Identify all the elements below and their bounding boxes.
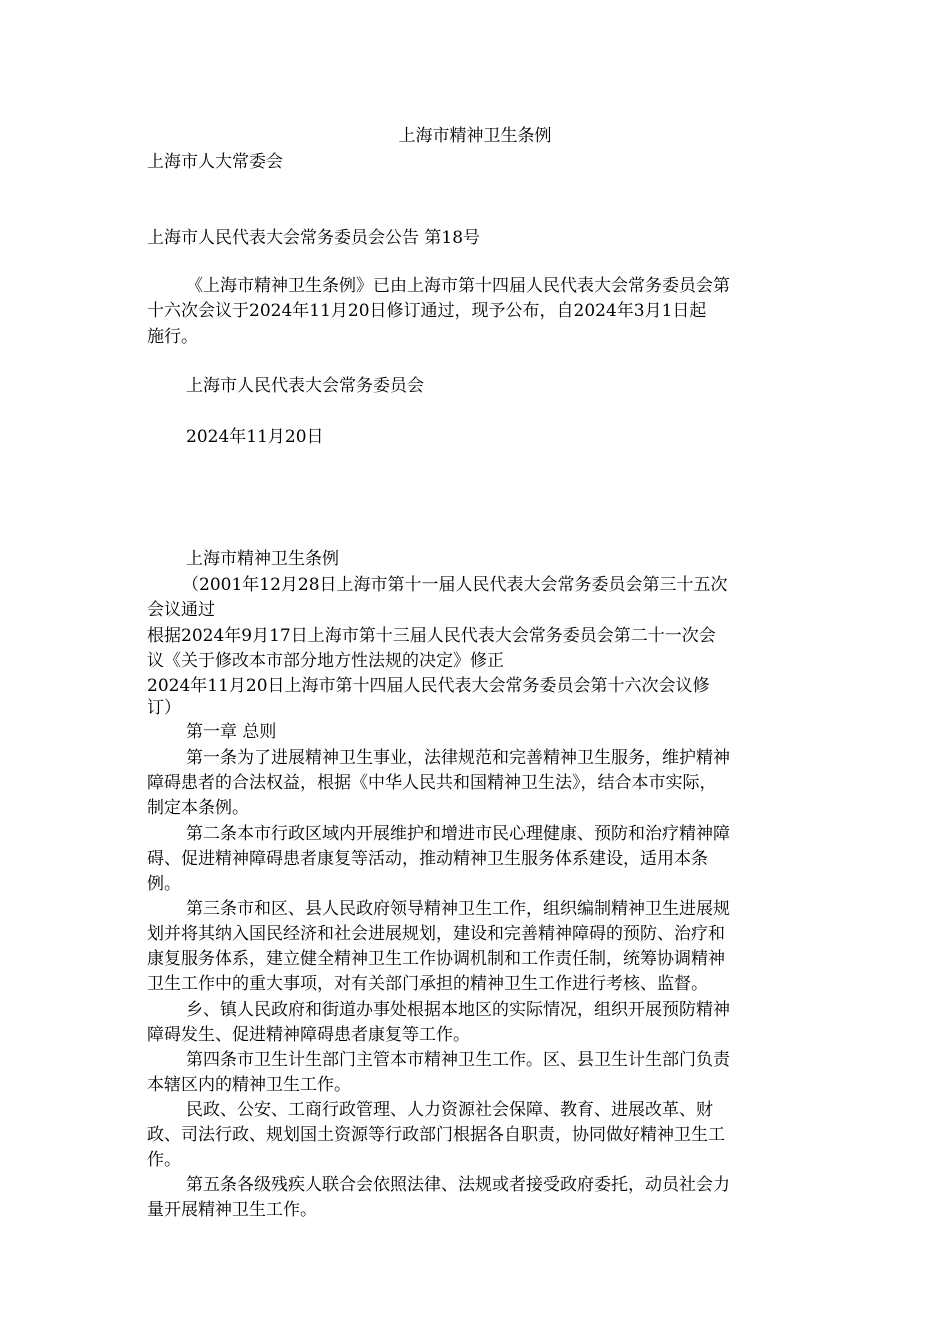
chapter-heading: 第一章 总则 xyxy=(186,722,277,742)
article-line: 第三条市和区、县人民政府领导精神卫生工作，组织编制精神卫生进展规 xyxy=(186,899,730,919)
history-line: 议《关于修改本市部分地方性法规的决定》修正 xyxy=(147,651,504,671)
announcement-body-line: 《上海市精神卫生条例》已由上海市第十四届人民代表大会常务委员会第 xyxy=(186,276,730,296)
article-line: 第四条市卫生计生部门主管本市精神卫生工作。区、县卫生计生部门负责 xyxy=(186,1050,730,1070)
article-line: 障碍患者的合法权益，根据《中华人民共和国精神卫生法》，结合本市实际， xyxy=(147,773,717,793)
article-line: 康复服务体系，建立健全精神卫生工作协调机制和工作责任制，统筹协调精神 xyxy=(147,949,725,969)
article-line: 卫生工作中的重大事项，对有关部门承担的精神卫生工作进行考核、监督。 xyxy=(147,974,708,994)
announcement-body-line: 十六次会议于2024年11月20日修订通过，现予公布，自2024年3月1日起 xyxy=(147,301,707,321)
issuer: 上海市人大常委会 xyxy=(147,152,283,172)
article-line: 政、司法行政、规划国土资源等行政部门根据各自职责，协同做好精神卫生工 xyxy=(147,1125,725,1145)
history-line: 2024年11月20日上海市第十四届人民代表大会常务委员会第十六次会议修 xyxy=(147,676,710,696)
history-line: （2001年12月28日上海市第十一届人民代表大会常务委员会第三十五次 xyxy=(182,575,728,595)
article-line: 第一条为了进展精神卫生事业，法律规范和完善精神卫生服务，维护精神 xyxy=(186,748,730,768)
article-line: 本辖区内的精神卫生工作。 xyxy=(147,1075,351,1095)
article-line: 量开展精神卫生工作。 xyxy=(147,1200,317,1220)
article-line: 例。 xyxy=(147,874,181,894)
announcement-body-line: 施行。 xyxy=(147,327,198,347)
article-line: 障碍发生、促进精神障碍患者康复等工作。 xyxy=(147,1025,470,1045)
history-line: 会议通过 xyxy=(147,600,215,620)
article-line: 划并将其纳入国民经济和社会进展规划，建设和完善精神障碍的预防、治疗和 xyxy=(147,924,725,944)
history-line: 订） xyxy=(147,698,181,718)
signature-org: 上海市人民代表大会常务委员会 xyxy=(186,376,424,396)
regulation-title: 上海市精神卫生条例 xyxy=(186,549,339,569)
document-title: 上海市精神卫生条例 xyxy=(398,126,552,146)
article-line: 制定本条例。 xyxy=(147,798,249,818)
article-line: 第五条各级残疾人联合会依照法律、法规或者接受政府委托，动员社会力 xyxy=(186,1175,730,1195)
article-line: 作。 xyxy=(147,1150,181,1170)
article-line: 第二条本市行政区域内开展维护和增进市民心理健康、预防和治疗精神障 xyxy=(186,824,730,844)
article-line: 碍、促进精神障碍患者康复等活动，推动精神卫生服务体系建设，适用本条 xyxy=(147,849,708,869)
signature-date: 2024年11月20日 xyxy=(186,427,324,447)
article-line: 乡、镇人民政府和街道办事处根据本地区的实际情况，组织开展预防精神 xyxy=(186,1000,730,1020)
announcement-heading: 上海市人民代表大会常务委员会公告 第18号 xyxy=(147,228,481,248)
article-line: 民政、公安、工商行政管理、人力资源社会保障、教育、进展改革、财 xyxy=(186,1100,713,1120)
history-line: 根据2024年9月17日上海市第十三届人民代表大会常务委员会第二十一次会 xyxy=(147,626,716,646)
